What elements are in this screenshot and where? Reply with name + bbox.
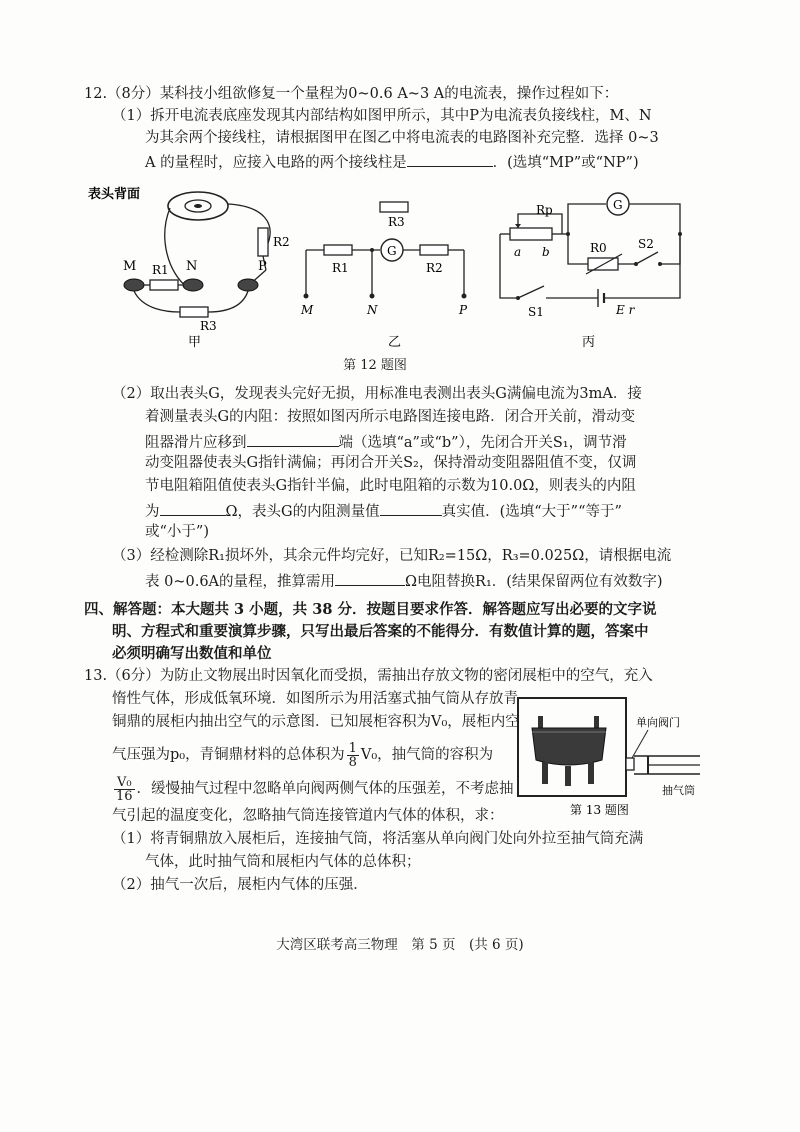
yi-p-label: P	[459, 303, 468, 317]
page-footer: 大湾区联考高三物理 第 5 页 (共 6 页)	[276, 937, 524, 953]
yi-n-label: N	[367, 303, 378, 317]
q12-p3-line2-text: 表 0~0.6A的量程，推算需用	[145, 574, 336, 590]
bing-caption: 丙	[582, 335, 596, 350]
terminal-m	[124, 279, 144, 291]
q13-line4-text: 气压强为p₀，青铜鼎材料的总体积为	[112, 747, 345, 763]
q13-line5	[112, 774, 514, 804]
terminal-n	[183, 279, 203, 291]
jia-m-label: M	[123, 259, 137, 274]
bing-g-label: G	[613, 198, 623, 212]
yi-r3-label: R3	[388, 215, 405, 229]
yi-r3	[380, 202, 408, 212]
yi-r1	[324, 245, 352, 255]
jia-r1	[150, 280, 178, 290]
q13-line4	[112, 740, 493, 770]
bronze-ding-icon	[532, 728, 606, 765]
q13-figure-caption: 第 13 题图	[570, 803, 629, 817]
q12-p2-line6-mid: Ω，表头G的内阻测量值	[225, 504, 380, 520]
jia-r3	[180, 307, 208, 317]
section4-line3: 必须明确写出数值和单位	[112, 645, 272, 662]
q12-p1-line3-text: A 的量程时，应接入电路的两个接线柱是	[145, 155, 407, 171]
jia-r2-label: R2	[273, 235, 290, 249]
yi-r2	[420, 245, 448, 255]
q13-sub2: （2）抽气一次后，展柜内气体的压强．	[112, 877, 368, 893]
jia-back-label: 表头背面	[88, 187, 141, 202]
fraction-one-eighth-unit: V₀	[360, 747, 378, 763]
one-way-valve	[626, 758, 634, 770]
switch-s1	[518, 286, 544, 298]
q12-title: 12.（8分）某科技小组欲修复一个量程为0~0.6 A~3 A的电流表，操作过程如下：	[84, 86, 619, 102]
yi-g-label: G	[387, 244, 397, 258]
q12-p2-line4: 动变阻器使表头G指针满偏；再闭合开关S₂，保持滑动变阻器阻值不变，仅调	[145, 455, 637, 471]
q13-sub1-line1: （1）将青铜鼎放入展柜后，连接抽气筒，将活塞从单向阀门处向外拉至抽气筒充满	[112, 831, 644, 847]
q12-p2-line3	[145, 430, 627, 453]
section4-line2: 明、方程式和重要演算步骤，只写出最后答案的不能得分．有数值计算的题，答案中	[112, 623, 649, 640]
q12-p2-line3-text: 阻器滑片应移到	[145, 435, 247, 451]
bing-rp-label: Rp	[536, 203, 553, 217]
q13-line6: 气引起的温度变化，忽略抽气筒连接管道内气体的体积，求：	[112, 808, 504, 824]
figure-q13	[508, 690, 703, 830]
q12-p2-line6	[145, 499, 622, 522]
jia-caption: 甲	[188, 335, 202, 348]
q13-line3: 铜鼎的展柜内抽出空气的示意图．已知展柜容积为V₀，展柜内空	[112, 714, 520, 730]
yi-m-label: M	[301, 303, 314, 317]
q13-sub1-line2: 气体，此时抽气筒和展柜内气体的总体积；	[145, 854, 421, 870]
q12-p3-line2-tail: Ω电阻替换R₁．(结果保留两位有效数字)	[405, 574, 663, 590]
figure-jia	[88, 178, 318, 348]
jia-r1-label: R1	[152, 263, 169, 277]
q13-line2: 惰性气体，形成低氧环境．如图所示为用活塞式抽气筒从存放青	[112, 691, 518, 707]
q12-p1-line2: 为其余两个接线柱，请根据图甲在图乙中将电流表的电路图补充完整．选择 0~3	[145, 130, 659, 146]
jia-p-label: P	[258, 259, 267, 274]
q12-p2-line6-tail: 真实值．(选填“大于”“等于”	[441, 504, 622, 520]
answer-blank-terminals[interactable]	[407, 150, 493, 167]
fraction-one-eighth: $\frac{1}{8}$	[348, 740, 357, 770]
jia-n-label: N	[186, 259, 198, 274]
fraction-v0-16: $\frac{\text{V₀}}{16}$	[116, 774, 133, 804]
valve-label: 单向阀门	[636, 716, 680, 729]
q12-p2-line5: 节电阻箱阻值使表头G指针半偏，此时电阻箱的示数为10.0Ω，则表头的内阻	[145, 478, 636, 494]
q12-p2-line6-text: 为	[145, 504, 160, 520]
bing-b-label: b	[542, 245, 550, 259]
q13-line4-tail: ，抽气筒的容积为	[377, 747, 494, 763]
bing-a-label: a	[514, 245, 522, 259]
q13-line1: 13.（6分）为防止文物展出时因氧化而受损，需抽出存放文物的密闭展柜中的空气，充入	[84, 668, 653, 684]
q12-p1-line3	[145, 150, 639, 173]
pump-label: 抽气筒	[662, 784, 695, 797]
answer-blank-replacement[interactable]	[335, 569, 405, 586]
figure-yi	[292, 190, 482, 350]
yi-caption: 乙	[388, 335, 402, 350]
bing-er-label: E r	[616, 303, 635, 317]
bing-s1-label: S1	[528, 305, 544, 319]
q12-p2-line7: 或“小于”)	[145, 524, 209, 540]
q12-p2-line1: （2）取出表头G，发现表头完好无损，用标准电表测出表头G满偏电流为3mA．接	[112, 386, 642, 402]
yi-r2-label: R2	[426, 261, 443, 275]
section4-line1: 四、解答题：本大题共 3 小题，共 38 分．按题目要求作答．解答题应写出必要的文字说	[84, 601, 657, 618]
figure-bing	[488, 186, 688, 352]
switch-s2	[636, 252, 658, 264]
yi-r1-label: R1	[332, 261, 349, 275]
answer-blank-resistance[interactable]	[160, 499, 226, 516]
q12-p2-line3-tail: 端（选填“a”或“b”），先闭合开关S₁，调节滑	[338, 435, 627, 451]
q12-p3-line1: （3）经检测除R₁损坏外，其余元件均完好，已知R₂=15Ω，R₃=0.025Ω，请根据电流	[112, 548, 672, 564]
q12-p1-line3-tail: ．(选填“MP”或“NP”)	[492, 155, 639, 171]
terminal-p	[238, 279, 258, 291]
q12-p1-line1: （1）拆开电流表底座发现其内部结构如图甲所示，其中P为电流表负接线柱，M、N	[112, 108, 652, 124]
q12-p2-line2: 着测量表头G的内阻：按照如图丙所示电路图连接电路．闭合开关前，滑动变	[145, 409, 636, 425]
bing-rheostat	[510, 228, 552, 240]
q12-p3-line2	[145, 569, 663, 592]
q12-figure-caption: 第 12 题图	[343, 358, 407, 373]
jia-r3-label: R3	[200, 319, 217, 333]
answer-blank-compare[interactable]	[380, 499, 442, 516]
jia-r2	[258, 228, 268, 256]
bing-r0-label: R0	[590, 241, 607, 255]
answer-blank-slider-end[interactable]	[247, 430, 339, 447]
q13-line5-text: ．缓慢抽气过程中忽略单向阀两侧气体的压强差，不考虑抽	[136, 781, 514, 797]
bing-s2-label: S2	[638, 237, 654, 251]
